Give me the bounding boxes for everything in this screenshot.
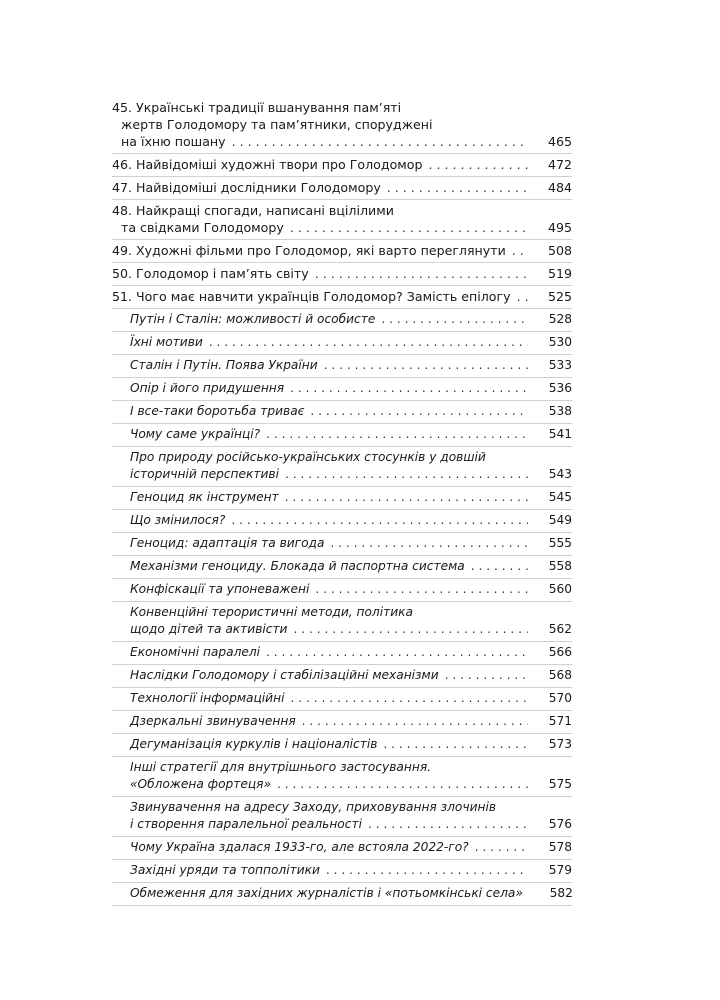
toc-subentry (112, 757, 572, 797)
dot-leader (290, 690, 528, 707)
dot-leader (266, 426, 528, 443)
toc-entry-title: Чому Україна здалася 1933-го, але встояла 2022-го? (130, 840, 469, 854)
toc-entry-title: Західні уряди та топполітики (130, 863, 320, 877)
toc-entry (112, 154, 572, 177)
page-number: 555 (548, 536, 572, 550)
toc-entry (112, 240, 572, 263)
dot-leader (368, 816, 528, 833)
dot-leader (330, 535, 528, 552)
dot-leader (517, 288, 528, 305)
table-of-contents (112, 97, 572, 906)
toc-subentry (112, 533, 572, 556)
dot-leader (285, 466, 528, 483)
toc-entry-title: Геноцид як інструмент (130, 490, 279, 504)
page-number: 579 (548, 863, 572, 877)
dot-leader (445, 667, 528, 684)
toc-subentry (112, 688, 572, 711)
page-number: 573 (548, 737, 572, 751)
toc-entry-title: Механізми геноциду. Блокада й паспортна система (130, 559, 465, 573)
toc-entry-title: і створення паралельної реальності (130, 817, 362, 831)
toc-entry-title: Їхні мотиви (130, 335, 203, 349)
page-number: 508 (547, 243, 572, 258)
toc-entry-title: Чому саме українці? (130, 427, 261, 441)
dot-leader (290, 219, 528, 236)
toc-entry-title: І все-таки боротьба триває (130, 404, 305, 418)
toc-subentry (112, 711, 572, 734)
dot-leader (471, 558, 528, 575)
dot-leader (232, 133, 528, 150)
toc-entry (112, 286, 572, 309)
dot-leader (326, 862, 528, 879)
toc-subentry (112, 837, 572, 860)
toc-subentry (112, 556, 572, 579)
toc-subentry (112, 378, 572, 401)
toc-subentry (112, 860, 572, 883)
toc-entry-line: 48. Найкращі спогади, написані вцілілими (112, 203, 394, 218)
dot-leader (324, 357, 528, 374)
dot-leader (315, 581, 528, 598)
toc-subentry (112, 487, 572, 510)
toc-entry-title: «Обложена фортеця» (130, 777, 272, 791)
page-number: 558 (548, 559, 572, 573)
page-number: 525 (547, 289, 572, 304)
toc-entry-title: Дегуманізація куркулів і націоналістів (130, 737, 378, 751)
dot-leader (512, 242, 528, 259)
dot-leader (429, 156, 529, 173)
toc-entry (112, 200, 572, 240)
toc-entry-title: Економічні паралелі (130, 645, 261, 659)
toc-entry-title: 47. Найвідоміші дослідники Голодомору (112, 180, 381, 195)
toc-subentry (112, 401, 572, 424)
page-number: 545 (548, 490, 572, 504)
dot-leader (302, 713, 528, 730)
page-number: 582 (549, 886, 573, 900)
toc-entry-title: Геноцид: адаптація та вигода (130, 536, 325, 550)
page-number: 570 (548, 691, 572, 705)
dot-leader (475, 839, 528, 856)
dot-leader (285, 489, 528, 506)
toc-entry-title: щодо дітей та активісти (130, 622, 288, 636)
dot-leader (266, 644, 528, 661)
page-number: 571 (548, 714, 572, 728)
toc-subentry (112, 447, 572, 487)
toc-subentry (112, 665, 572, 688)
toc-subentry (112, 309, 572, 332)
page-number: 528 (548, 312, 572, 326)
page-number: 541 (548, 427, 572, 441)
toc-entry-title: 46. Найвідоміші художні твори про Голодомор (112, 157, 423, 172)
page-number: 578 (548, 840, 572, 854)
toc-subentry (112, 355, 572, 378)
page-number: 472 (547, 157, 572, 172)
toc-entry-line: Конвенційні терористичні методи, політика (130, 605, 413, 619)
toc-subentry (112, 602, 572, 642)
page-number: 562 (548, 622, 572, 636)
page-number: 484 (547, 180, 572, 195)
page-number: 566 (548, 645, 572, 659)
toc-subentry (112, 424, 572, 447)
toc-entry (112, 97, 572, 154)
page-number: 576 (548, 817, 572, 831)
toc-subentry (112, 734, 572, 757)
toc-entry-title: Путін і Сталін: можливості й особисте (130, 312, 376, 326)
dot-leader (310, 403, 528, 420)
toc-entry-title: Обмеження для західних журналістів і «потьомкінські села» (130, 886, 523, 900)
toc-entry-title: Що змінилося? (130, 513, 226, 527)
toc-entry (112, 263, 572, 286)
page-number: 549 (548, 513, 572, 527)
toc-entry-title: Сталін і Путін. Поява України (130, 358, 318, 372)
toc-subentry (112, 510, 572, 533)
toc-entry-title: Дзеркальні звинувачення (130, 714, 296, 728)
page-number: 568 (548, 668, 572, 682)
toc-entry (112, 177, 572, 200)
toc-entry-line: 45. Українські традиції вшанування пам’яті (112, 100, 402, 115)
toc-entry-title: Конфіскації та упоневажені (130, 582, 310, 596)
page-number: 495 (547, 220, 572, 235)
dot-leader (209, 334, 528, 351)
toc-subentry (112, 642, 572, 665)
toc-entry-title: Технології інформаційні (130, 691, 285, 705)
dot-leader (293, 621, 528, 638)
toc-entry-title: Опір і його придушення (130, 381, 285, 395)
toc-entry-title: на їхню пошану (121, 134, 226, 149)
toc-entry-line: Інші стратегії для внутрішнього застосування. (130, 760, 432, 774)
toc-subentry (112, 797, 572, 837)
page-number: 530 (548, 335, 572, 349)
page-number: 538 (548, 404, 572, 418)
toc-subentry (112, 332, 572, 355)
toc-entry-line: жертв Голодомору та пам’ятники, споруджені (121, 117, 433, 132)
toc-entry-title: та свідками Голодомору (121, 220, 284, 235)
toc-subentry (112, 883, 572, 906)
dot-leader (290, 380, 528, 397)
toc-entry-title: історичній перспективі (130, 467, 279, 481)
page-number: 543 (548, 467, 572, 481)
toc-entry-title: 51. Чого має навчити українців Голодомор? Замість епілогу (112, 289, 511, 304)
dot-leader (277, 776, 528, 793)
dot-leader (383, 736, 528, 753)
page-number: 519 (547, 266, 572, 281)
page-number: 575 (548, 777, 572, 791)
toc-entry-title: 49. Художні фільми про Голодомор, які варто переглянути (112, 243, 506, 258)
page-number: 533 (548, 358, 572, 372)
page-number: 560 (548, 582, 572, 596)
page-number: 536 (548, 381, 572, 395)
page-number: 465 (547, 134, 572, 149)
dot-leader (315, 265, 528, 282)
toc-entry-title: Наслідки Голодомору і стабілізаційні механізми (130, 668, 439, 682)
toc-subentry (112, 579, 572, 602)
toc-entry-line: Звинувачення на адресу Заходу, приховування злочинів (130, 800, 497, 814)
dot-leader (387, 179, 528, 196)
toc-entry-title: 50. Голодомор і пам’ять світу (112, 266, 309, 281)
dot-leader (231, 512, 528, 529)
dot-leader (381, 311, 528, 328)
toc-entry-line: Про природу російсько-українських стосунків у довшій (130, 450, 486, 464)
